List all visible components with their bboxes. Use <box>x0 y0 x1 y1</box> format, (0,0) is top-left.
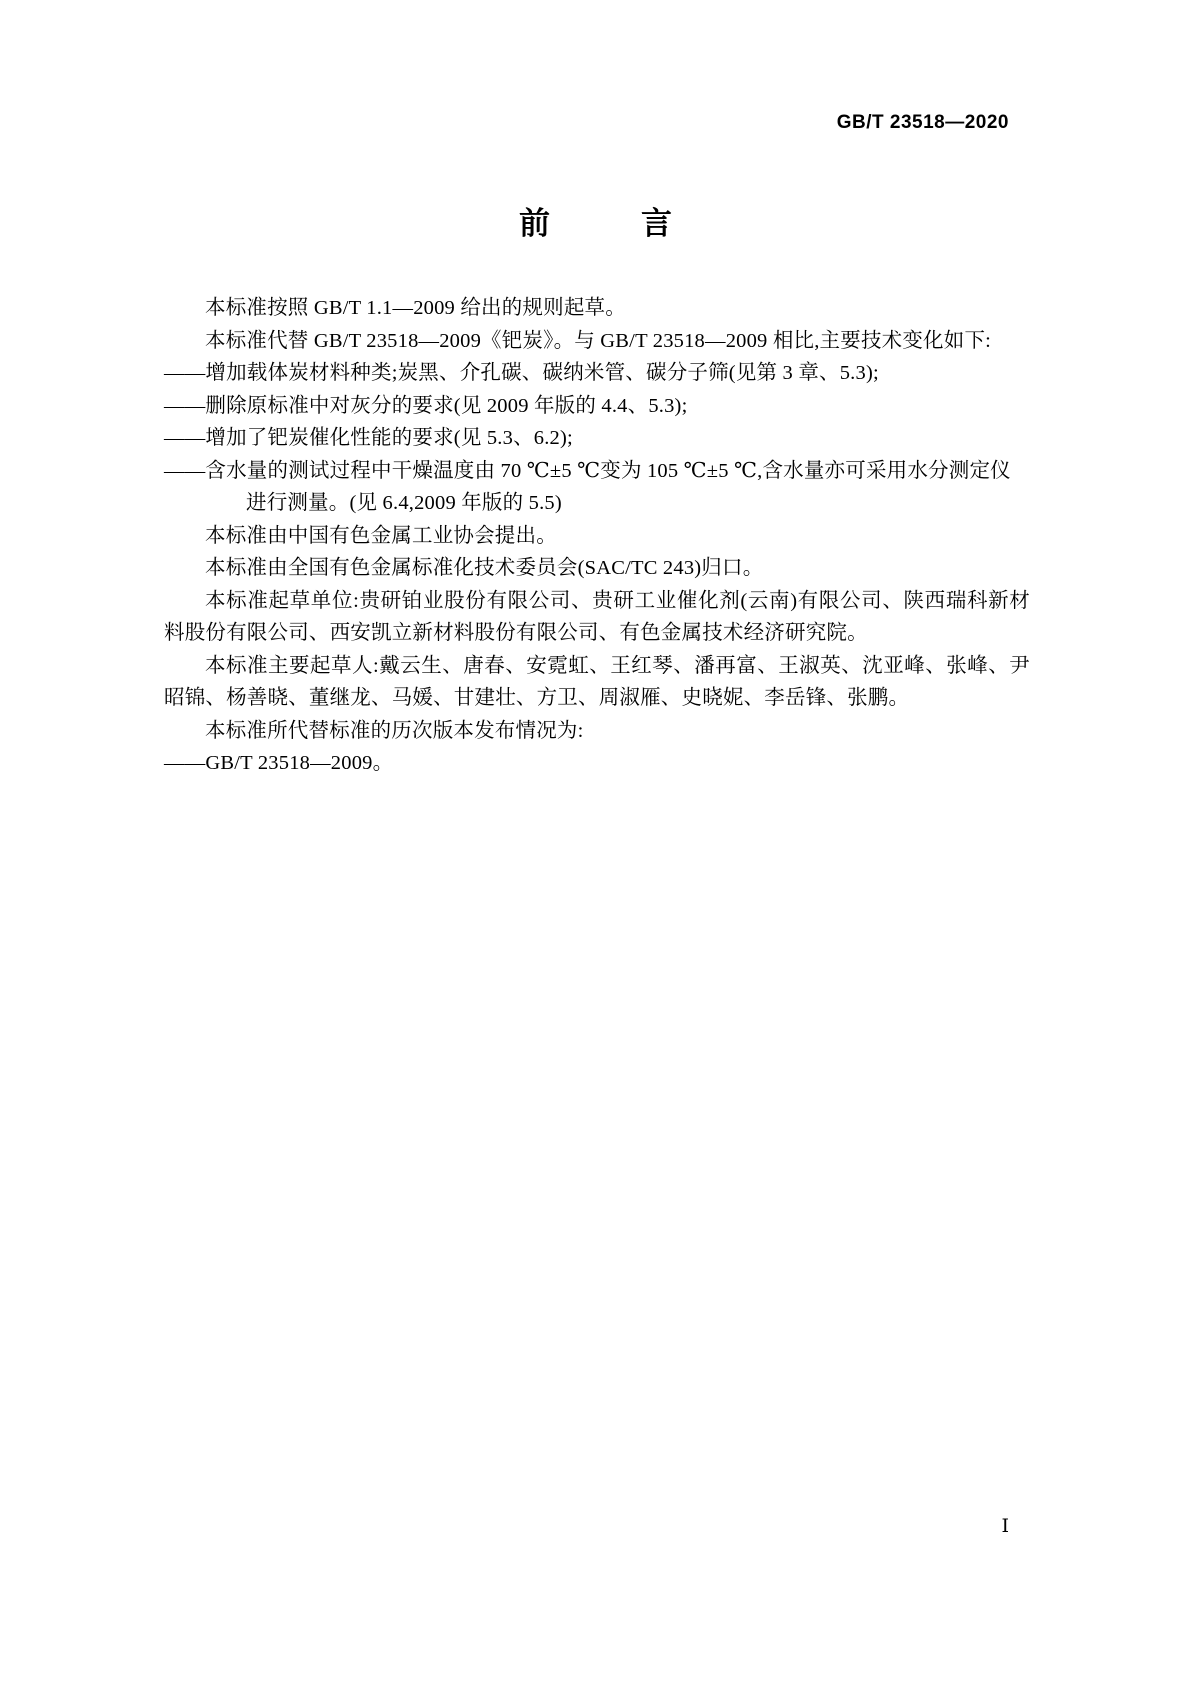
foreword-paragraph: 本标准按照 GB/T 1.1—2009 给出的规则起草。 <box>205 297 626 319</box>
change-list-item-continuation: 进行测量。(见 6.4,2009 年版的 5.5) <box>246 492 562 514</box>
foreword-paragraph: 本标准由中国有色金属工业协会提出。 <box>205 524 557 547</box>
page-number: Ⅰ <box>1001 1516 1009 1537</box>
drafting-persons-paragraph: 本标准主要起草人:戴云生、唐春、安霓虹、王红琴、潘再富、王淑英、沈亚峰、张峰、尹昭锦、杨善晓、董继龙、马媛、甘建壮、方卫、周淑雁、史晓妮、李岳锋、张鹏。 <box>164 654 1030 709</box>
change-list-item: ——增加了钯炭催化性能的要求(见 5.3、6.2); <box>164 427 573 449</box>
page-header-standard-number: GB/T 23518—2020 <box>836 112 1009 133</box>
change-list-item: ——增加载体炭材料种类;炭黑、介孔碳、碳纳米管、碳分子筛(见第 3 章、5.3); <box>164 362 879 384</box>
foreword-body <box>164 292 1030 780</box>
history-list-item: ——GB/T 23518—2009。 <box>164 752 394 774</box>
change-list-item: ——含水量的测试过程中干燥温度由 70 ℃±5 ℃变为 105 ℃±5 ℃,含水量亦可采用水分测定仪 <box>164 459 1011 482</box>
foreword-paragraph: 本标准代替 GB/T 23518—2009《钯炭》。与 GB/T 23518—2009 相比,主要技术变化如下: <box>205 329 992 352</box>
drafting-organizations-paragraph: 本标准起草单位:贵研铂业股份有限公司、贵研工业催化剂(云南)有限公司、陕西瑞科新材料股份有限公司、西安凯立新材料股份有限公司、有色金属技术经济研究院。 <box>164 589 1030 644</box>
foreword-paragraph: 本标准由全国有色金属标准化技术委员会(SAC/TC 243)归口。 <box>205 557 764 579</box>
change-list-item: ——删除原标准中对灰分的要求(见 2009 年版的 4.4、5.3); <box>164 394 688 417</box>
foreword-paragraph: 本标准所代替标准的历次版本发布情况为: <box>205 719 584 742</box>
page-title: 前 言 <box>519 206 702 242</box>
